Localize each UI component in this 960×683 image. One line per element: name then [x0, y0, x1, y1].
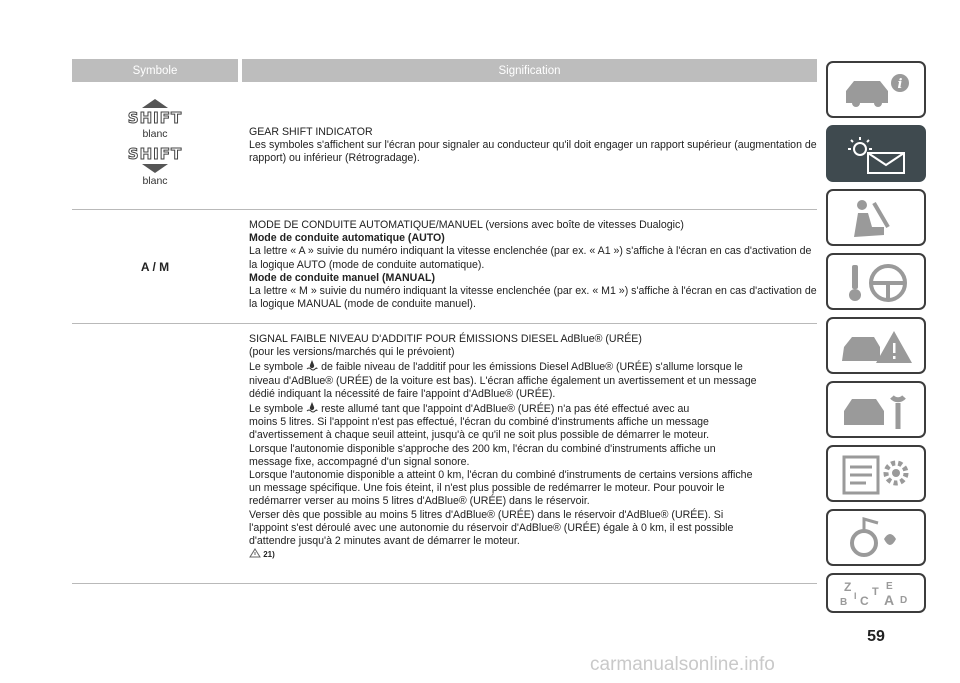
key-steering-wheel-icon	[838, 261, 918, 305]
row-line	[249, 359, 817, 374]
row-line: message fixe, accompagné d'un signal sonore.	[249, 455, 470, 468]
row-text: Les symboles s'affichent sur l'écran pour signaler au conducteur qu'il doit engager un rapport supérieur (augmentation de rapport) ou inférieur (Rétrogradage).	[249, 139, 817, 165]
symbol-cell	[72, 82, 238, 209]
svg-text:i: i	[897, 77, 903, 92]
row-line: Lorsque l'autonomie disponible a atteint 0 km, l'écran du combiné d'instruments de certains versions affiche	[249, 469, 753, 482]
tab-technical-data[interactable]	[826, 445, 926, 502]
shift-down-arrow-icon	[142, 164, 168, 173]
shift-up-arrow-icon	[142, 99, 168, 108]
shift-up-symbol: SHIFT	[127, 108, 183, 127]
symbol-color-label: blanc	[142, 127, 168, 140]
tab-index[interactable]	[826, 573, 926, 613]
tab-warning-lights[interactable]	[826, 125, 926, 182]
table-row	[72, 210, 817, 324]
index-abc-icon	[838, 579, 918, 609]
row-line: niveau d'AdBlue® (URÉE) de la voiture est bas). L'écran affiche également un avertissement et un message	[249, 374, 757, 387]
tab-multimedia[interactable]	[826, 509, 926, 566]
row-title: MODE DE CONDUITE AUTOMATIQUE/MANUEL (versions avec boîte de vitesses Dualogic)	[249, 219, 684, 231]
row-line: (pour les versions/marchés qui le prévoient)	[249, 346, 455, 359]
row-line: d'attendre jusqu'à 2 minutes avant de démarrer le moteur.	[249, 535, 520, 548]
index-letter-a: A	[884, 592, 895, 608]
reference-line	[249, 548, 817, 561]
car-crash-warning-icon	[838, 325, 918, 369]
tab-safety[interactable]	[826, 189, 926, 246]
table-row	[72, 324, 817, 584]
index-letter-z: Z	[844, 580, 852, 594]
header-symbole: Symbole	[72, 59, 238, 82]
row-line: d'avertissement à chaque seuil atteint, jusqu'à ce qu'il ne soit plus possible de démarrer le moteur.	[249, 429, 710, 442]
subsection-title: Mode de conduite manuel (MANUAL)	[249, 271, 435, 284]
adblue-icon	[306, 359, 318, 371]
indicator-table	[72, 59, 817, 584]
row-line: Verser dès que possible au moins 5 litres d'AdBlue® (URÉE) dans le réservoir d'AdBlue® (URÉE). Si	[249, 508, 724, 521]
tab-starting-driving[interactable]	[826, 253, 926, 310]
row-line: moins 5 litres. Si l'appoint n'est pas effectué, l'écran du combiné d'instruments affiche un message	[249, 416, 709, 429]
row-line: redémarrer verser au moins 5 litres d'AdBlue® (URÉE) dans le réservoir.	[249, 495, 590, 508]
car-info-icon	[838, 69, 918, 113]
line-text: de faible niveau de l'additif pour les émissions Diesel AdBlue® (URÉE) s'allume lorsque le	[321, 361, 743, 374]
index-letter-t: T	[872, 586, 879, 598]
symbol-color-label: blanc	[142, 174, 168, 187]
row-title: SIGNAL FAIBLE NIVEAU D'ADDITIF POUR ÉMISSIONS DIESEL AdBlue® (URÉE)	[249, 333, 642, 345]
table-row	[72, 82, 817, 210]
row-line: Lorsque l'autonomie disponible s'approche des 200 km, l'écran du combiné d'instruments affiche un	[249, 442, 716, 455]
adblue-icon	[306, 401, 318, 413]
index-letter-d: D	[900, 595, 908, 606]
shift-down-symbol: SHIFT	[127, 144, 183, 163]
tab-car-info[interactable]	[826, 61, 926, 118]
warning-triangle-icon	[249, 548, 261, 558]
meaning-cell	[242, 210, 817, 323]
table-header	[72, 59, 817, 82]
warning-light-message-icon	[838, 133, 918, 177]
specs-gear-icon	[838, 453, 918, 497]
watermark: carmanualsonline.info	[590, 654, 775, 675]
meaning-cell	[242, 82, 817, 209]
symbol-cell	[72, 210, 238, 323]
symbol-cell	[72, 324, 238, 583]
row-line: dédié indiquant la nécessité de faire l'appoint d'AdBlue® (URÉE).	[249, 387, 556, 400]
multimedia-icon	[838, 517, 918, 561]
index-letter-c: C	[860, 594, 869, 608]
reference-number: 21)	[263, 550, 275, 560]
line-text: reste allumé tant que l'appoint d'AdBlue® (URÉE) n'a pas été effectué avec au	[321, 403, 690, 416]
index-letter-b: B	[840, 597, 848, 608]
subsection-text: La lettre « M » suivie du numéro indiquant la vitesse enclenchée (par ex. « M1 ») s'affiche à l'écran en cas d'activation de la logique MANUAL (mode de conduite manuel).	[249, 285, 817, 311]
row-title: GEAR SHIFT INDICATOR	[249, 126, 373, 138]
row-line	[249, 401, 817, 416]
row-line: l'appoint s'est déroulé avec une autonomie du réservoir d'AdBlue® (URÉE) égale à 0 km, il est possible	[249, 521, 734, 534]
meaning-cell	[242, 324, 817, 583]
line-text: Le symbole	[249, 361, 304, 374]
subsection-text: La lettre « A » suivie du numéro indiquant la vitesse enclenchée (par ex. « A1 ») s'affiche à l'écran en cas d'activation de la logique AUTO (mode de conduite automatique).	[249, 245, 812, 271]
seat-airbag-icon	[838, 197, 918, 241]
index-letter-i: I	[854, 591, 857, 601]
subsection-title: Mode de conduite automatique (AUTO)	[249, 232, 445, 245]
row-line: un message spécifique. Une fois éteint, il n'est plus possible de redémarrer le moteur. Pour pouvoir le	[249, 482, 725, 495]
am-symbol: A / M	[140, 259, 170, 274]
page-number: 59	[867, 628, 885, 645]
line-text: Le symbole	[249, 403, 304, 416]
index-letter-e: E	[886, 581, 893, 592]
tab-maintenance[interactable]	[826, 381, 926, 438]
header-signification: Signification	[242, 59, 817, 82]
tab-emergency[interactable]	[826, 317, 926, 374]
car-wrench-icon	[838, 389, 918, 433]
